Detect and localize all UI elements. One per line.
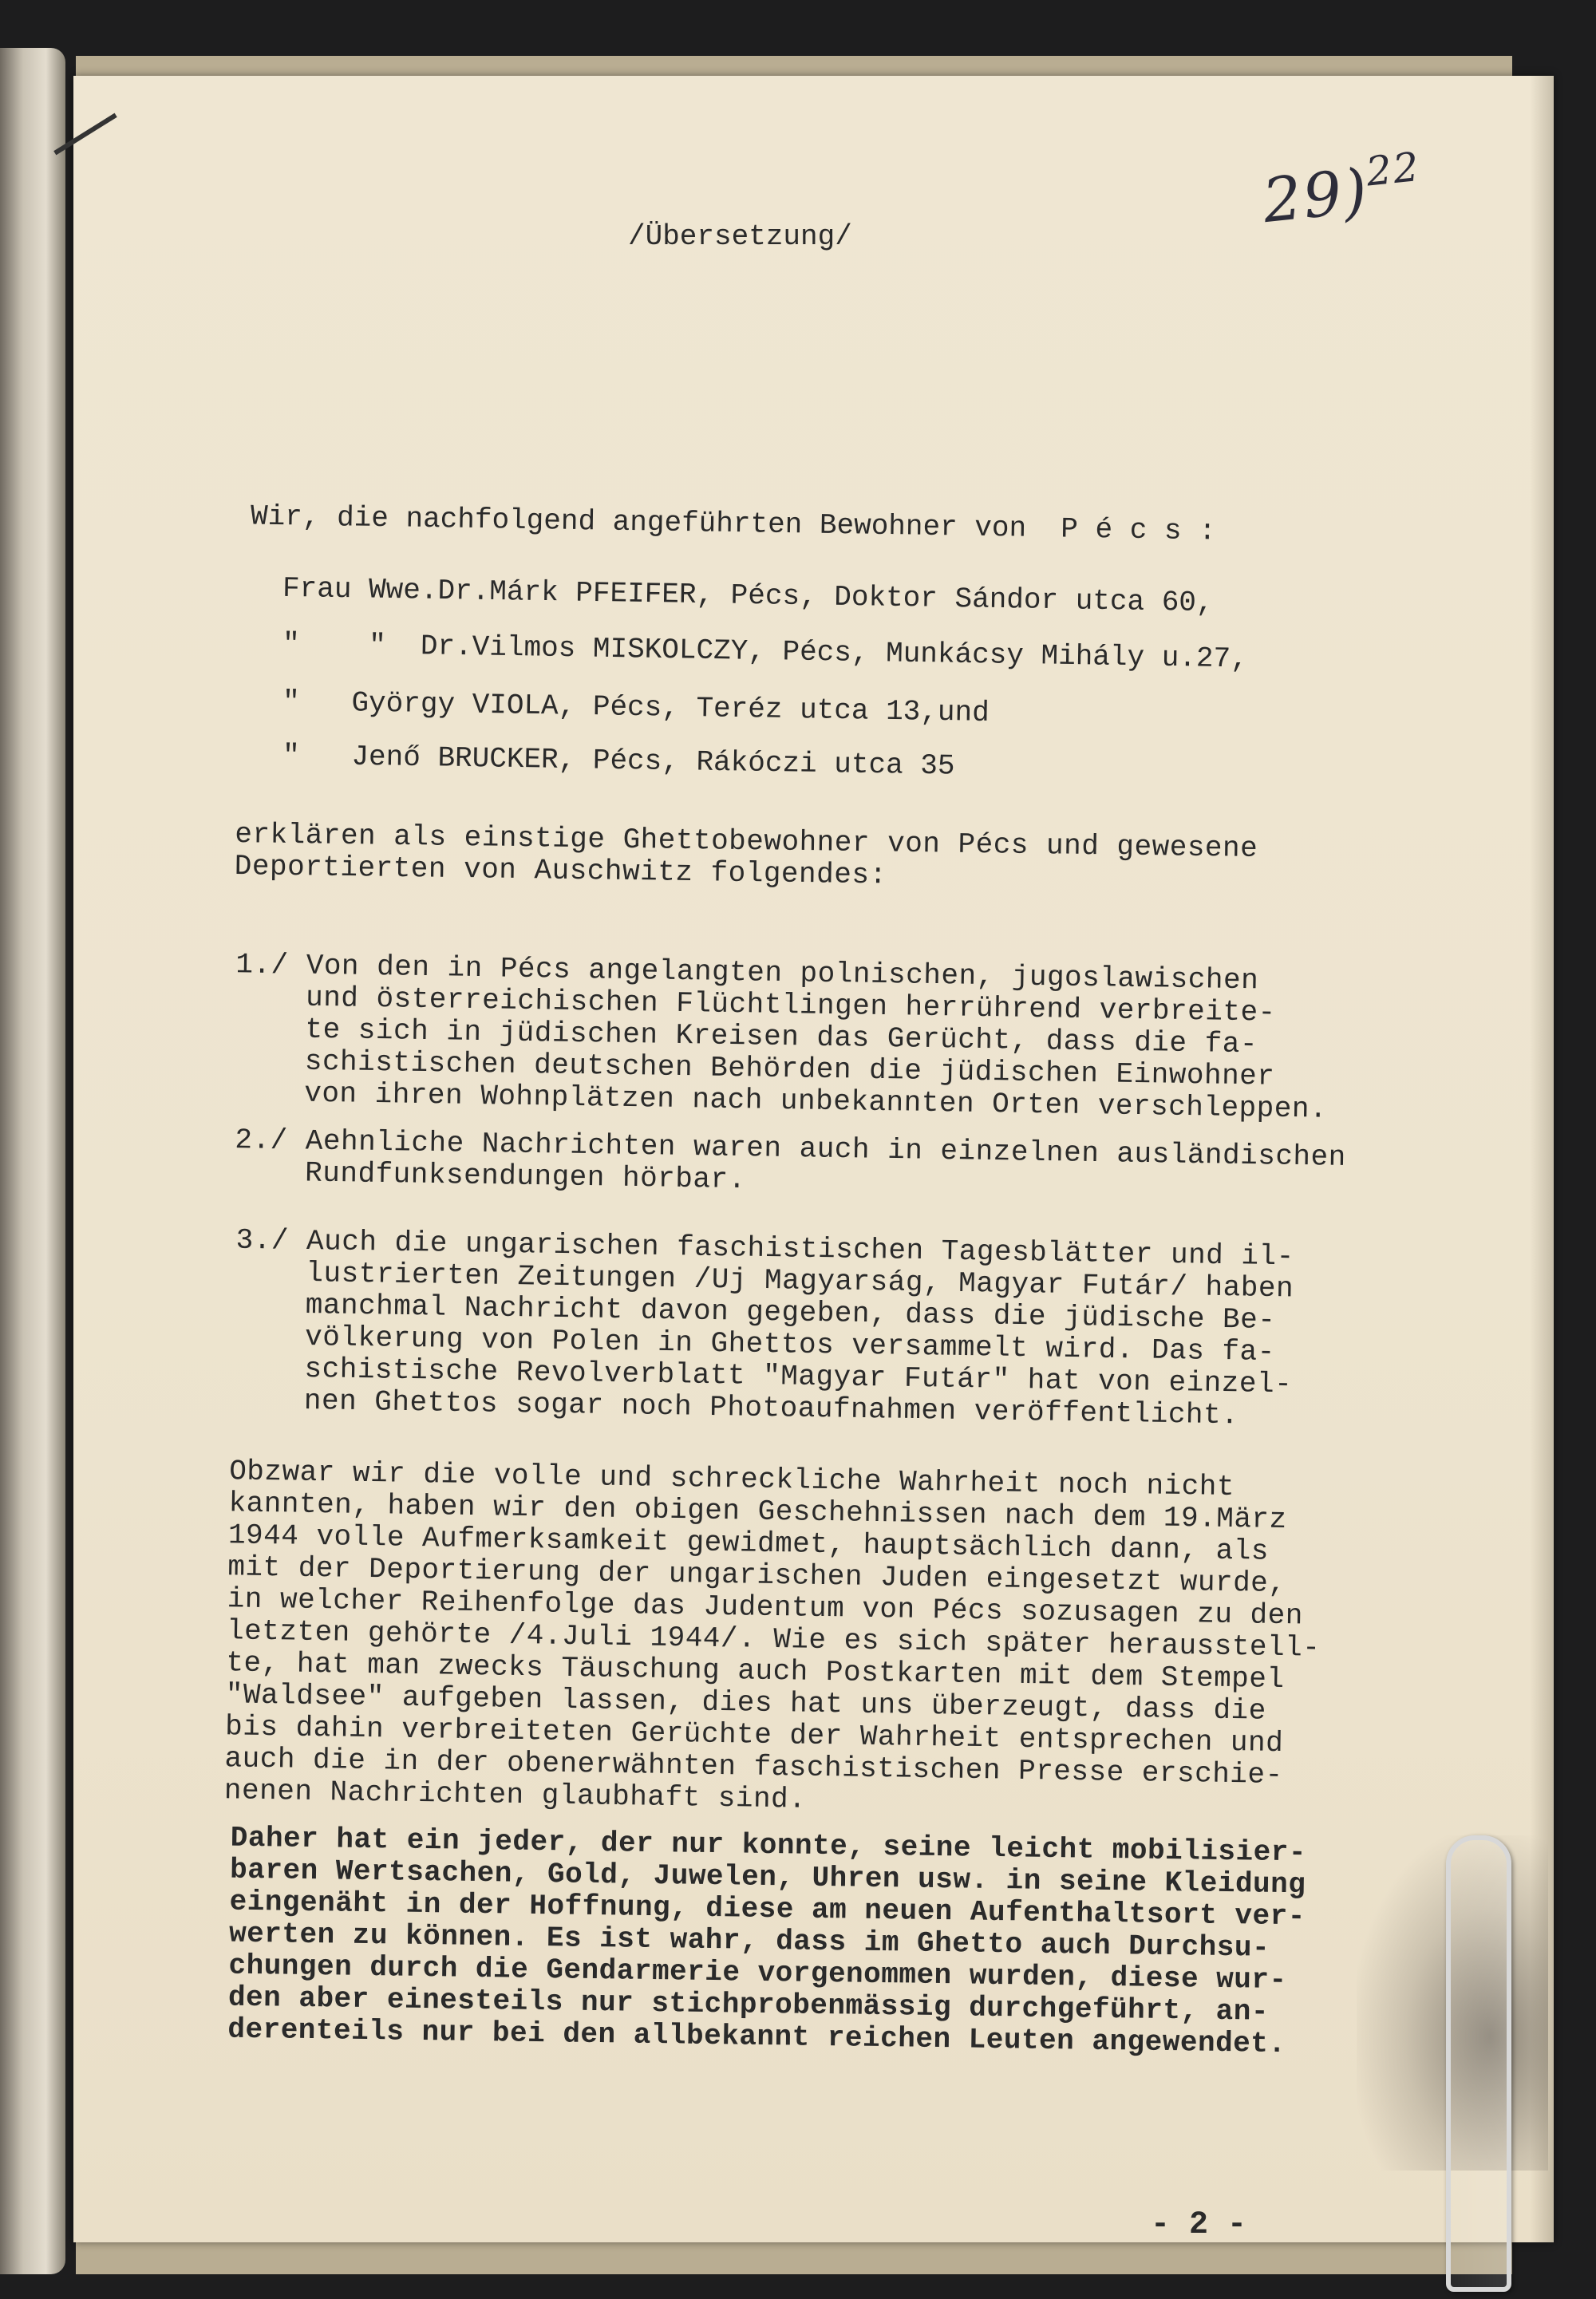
binder-edge — [0, 48, 65, 2274]
numbered-item-3: 3./ Auch die ungarischen faschistischen Tagesblätter und il- lustrierten Zeitungen /Uj Magyarság, Magyar Futár/ haben manchmal Nachricht davon gegeben, dass die jüdische Be- völkerung von Polen in Ghettos versammelt wird. Das fa- schistische Revolverblatt "Magyar Futár" hat von einzel- nen Ghettos sogar noch Photoaufnahmen veröffentlicht. — [233, 1223, 1295, 1432]
document-heading: /Übersetzung/ — [628, 220, 852, 253]
person-line: " György VIOLA, Pécs, Teréz utca 13,und — [282, 685, 990, 729]
person-line: " Jenő BRUCKER, Pécs, Rákóczi utca 35 — [282, 739, 955, 783]
page-clip — [1446, 1835, 1511, 2292]
person-line: Frau Wwe.Dr.Márk PFEIFER, Pécs, Doktor Sándor utca 60, — [282, 571, 1214, 620]
handwritten-number-main: 29) — [1259, 154, 1373, 237]
numbered-item-1: 1./ Von den in Pécs angelangten polnischen, jugoslawischen und österreichischen Flüchtlingen herrührend verbreite- te sich in jüdischen Kreisen das Gerücht, dass die fa- schistischen deutschen Behörden die jüdischen Einwohner von ihren Wohnplätzen nach unbekannten Orten verschleppen. — [233, 948, 1328, 1126]
person-line: " " Dr.Vilmos MISKOLCZY, Pécs, Munkácsy Mihály u.27, — [282, 627, 1249, 676]
handwritten-number-small: 22 — [1364, 143, 1423, 196]
paragraph-daher: Daher hat ein jeder, der nur konnte, seine leicht mobilisier- baren Wertsachen, Gold, Juwelen, Uhren usw. in seine Kleidung eingenäht in der Hoffnung, diese am neuen Aufenthaltsort ver- werten zu können. Es ist wahr, dass im Ghetto auch Durchsu- chungen durch die Gendarmerie vorgenommen wurden, diese wur- den aber einesteils nur stichprobenmässig durchgeführt, an- derenteils nur bei den allbekannt reichen Leuten angewendet. — [227, 1821, 1307, 2061]
declaration-paragraph: erklären als einstige Ghettobewohner von Pécs und gewesene Deportierten von Auschwitz folgendes: — [234, 818, 1258, 892]
handwritten-page-number — [1259, 144, 1426, 236]
numbered-item-2: 2./ Aehnliche Nachrichten waren auch in einzelnen ausländischen Rundfunksendungen hörbar. — [234, 1124, 1347, 1197]
intro-line: Wir, die nachfolgend angeführten Bewohner von P é c s : — [250, 500, 1217, 548]
page-footer-number: - 2 - — [1151, 2207, 1247, 2243]
document-page — [73, 76, 1554, 2242]
paragraph-obzwar: Obzwar wir die volle und schreckliche Wahrheit noch nicht kannten, haben wir den obigen Geschehnissen nach dem 19.März 1944 volle Aufmerksamkeit gewidmet, hauptsächlich dann, als mit der Deportierung der ungarischen Juden eingesetzt wurde, in welcher Reihenfolge das Judentum von Pécs sozusagen zu den letzten gehörte /4.Juli 1944/. Wie es sich später herausstell- te, hat man zwecks Täuschung auch Postkarten mit dem Stempel "Waldsee" aufgeben lassen, dies hat uns überzeugt, dass die bis dahin verbreiteten Gerüchte der Wahrheit entsprechen und auch die in der obenerwähnten faschistischen Presse erschie- nenen Nachrichten glaubhaft sind. — [223, 1455, 1321, 1816]
